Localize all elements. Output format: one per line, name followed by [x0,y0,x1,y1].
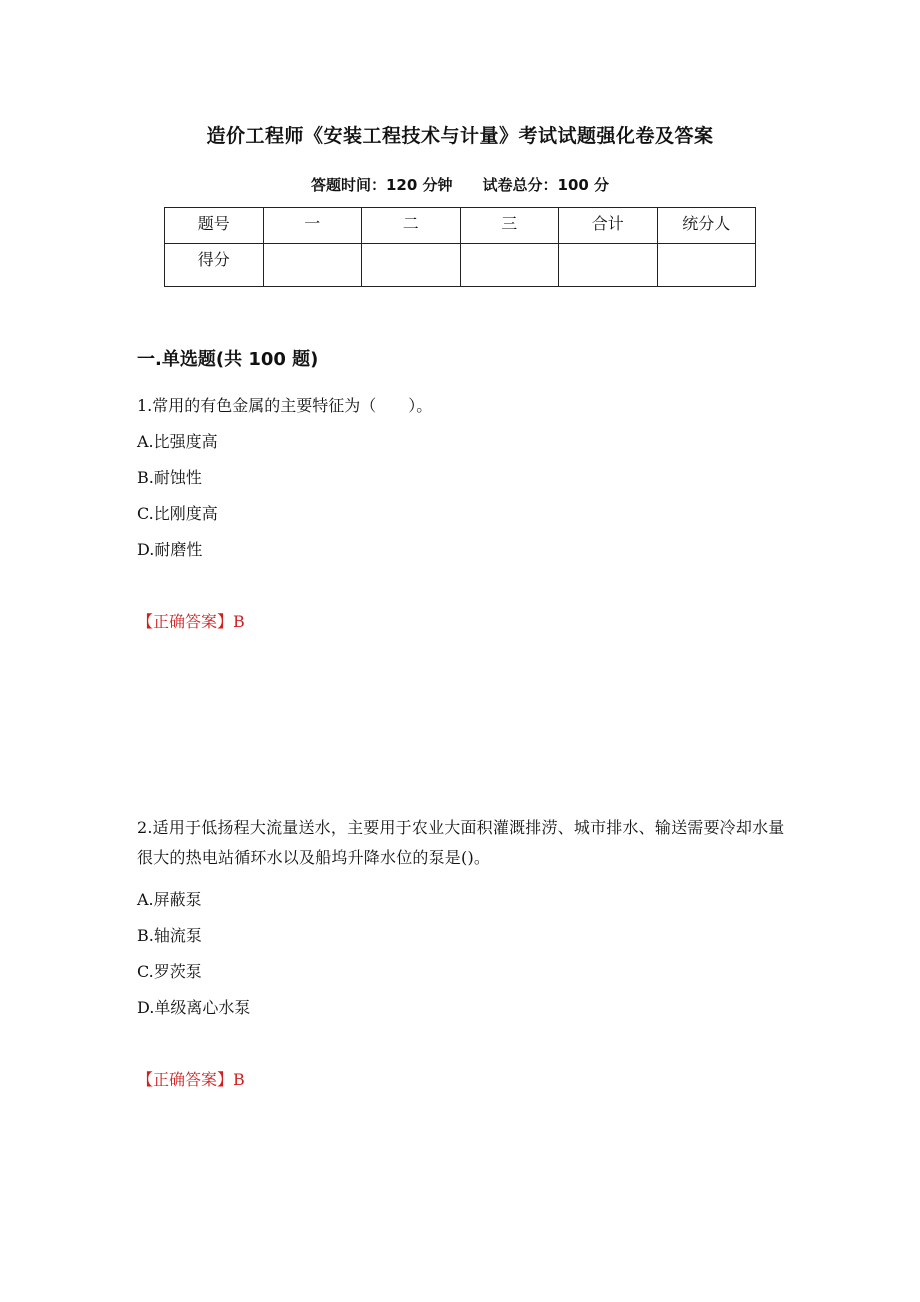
score-table-cell [559,244,658,287]
score-table-cell [263,244,362,287]
question-stem: 2.适用于低扬程大流量送水，主要用于农业大面积灌溉排涝、城市排水、输送需要冷却水量很大的热电站循环水以及船坞升降水位的泵是()。 [137,818,785,867]
total-score: 试卷总分：100 分 [482,176,610,194]
score-table-cell: 统分人 [657,208,756,244]
score-table-score-row [165,244,756,287]
option-a: A.比强度高 [137,432,218,451]
score-table-cell [362,244,461,287]
score-table-cell: 题号 [165,208,264,244]
score-table-cell: 得分 [165,244,264,287]
score-table-cell [460,244,559,287]
option-b: B.轴流泵 [137,926,202,945]
option-d: D.单级离心水泵 [137,998,251,1017]
score-table-cell: 合计 [559,208,658,244]
time-limit: 答题时间：120 分钟 [310,176,453,194]
correct-answer: 【正确答案】B [137,612,245,631]
option-c: C.比刚度高 [137,504,218,523]
option-b: B.耐蚀性 [137,468,202,487]
question-stem: 1.常用的有色金属的主要特征为（ ）。 [137,396,433,415]
option-d: D.耐磨性 [137,540,203,559]
section-title: 一.单选题(共 100 题) [137,349,319,370]
option-c: C.罗茨泵 [137,962,202,981]
option-a: A.屏蔽泵 [137,890,202,909]
score-table-cell [657,244,756,287]
score-table-cell: 三 [460,208,559,244]
score-table-cell: 一 [263,208,362,244]
score-table-header-row [165,208,756,244]
score-table-cell: 二 [362,208,461,244]
exam-meta [0,174,920,195]
document-title: 造价工程师《安装工程技术与计量》考试试题强化卷及答案 [206,125,714,147]
score-table [164,207,756,287]
correct-answer: 【正确答案】B [137,1070,245,1089]
